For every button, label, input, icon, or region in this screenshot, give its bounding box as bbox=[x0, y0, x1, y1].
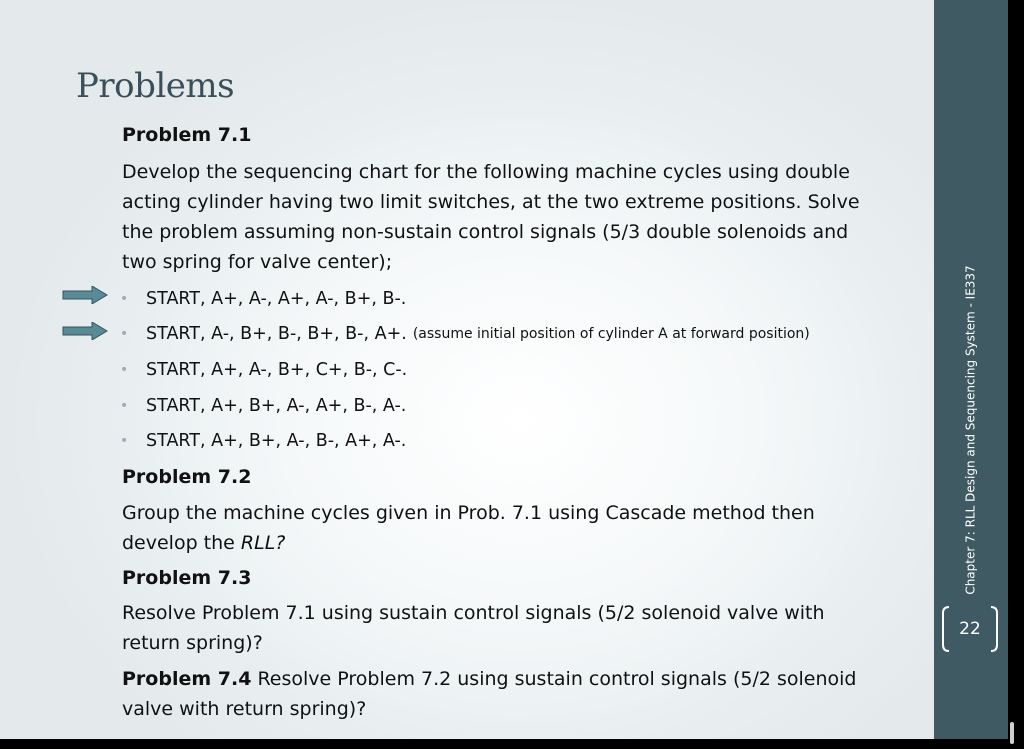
problem-7-2-body bbox=[122, 498, 882, 558]
problem-7-3-body: Resolve Problem 7.1 using sustain control signals (5/2 solenoid valve with return spring)? bbox=[122, 602, 825, 654]
bullet-dot-icon: • bbox=[120, 326, 129, 342]
cycle-text: START, A+, A-, B+, C+, B-, C-. bbox=[146, 360, 408, 380]
problem-7-4-body: Resolve Problem 7.2 using sustain control signals (5/2 solenoid valve with return spring)? bbox=[122, 668, 857, 720]
problem-7-2-italic: RLL? bbox=[240, 532, 286, 554]
problem-7-2-heading: Problem 7.2 bbox=[122, 466, 252, 488]
cycle-text: START, A+, B+, A-, B-, A+, A-. bbox=[146, 431, 407, 451]
problem-7-1-heading: Problem 7.1 bbox=[122, 124, 252, 146]
chapter-label: Chapter 7: RLL Design and Sequencing System - IE337 bbox=[963, 265, 978, 595]
problem-7-2-text: Group the machine cycles given in Prob. 7.1 using Cascade method then develop the bbox=[122, 502, 815, 554]
bullet-dot-icon: • bbox=[120, 362, 129, 378]
cycle-note: (assume initial position of cylinder A at forward position) bbox=[412, 326, 810, 342]
list-item bbox=[120, 355, 407, 385]
list-item bbox=[120, 426, 406, 456]
bullet-dot-icon: • bbox=[120, 433, 129, 449]
arrow-right-icon bbox=[62, 286, 108, 304]
bullet-dot-icon: • bbox=[120, 291, 129, 307]
list-item bbox=[120, 284, 406, 314]
problem-7-4-heading: Problem 7.4 bbox=[122, 668, 252, 690]
scroll-indicator bbox=[1010, 722, 1014, 744]
bullet-dot-icon: • bbox=[120, 398, 129, 414]
cycle-text: START, A+, B+, A-, A+, B-, A-. bbox=[146, 396, 407, 416]
problem-7-3-heading: Problem 7.3 bbox=[122, 567, 252, 589]
arrow-right-icon bbox=[62, 322, 108, 340]
slide-title: Problems bbox=[76, 66, 235, 106]
problem-7-1-body: Develop the sequencing chart for the following machine cycles using double acting cylinder having two limit switches, at the two extreme positions. Solve the problem assuming non-sustain control signals (5/3 double solenoids and two spring for valve center); bbox=[122, 161, 860, 273]
page-number-box bbox=[940, 604, 1000, 654]
problem-7-4 bbox=[122, 664, 902, 724]
page-number: 22 bbox=[959, 619, 981, 639]
list-item bbox=[120, 391, 406, 421]
list-item bbox=[120, 319, 810, 349]
cycle-text: START, A+, A-, A+, A-, B+, B-. bbox=[146, 289, 407, 309]
cycle-text: START, A-, B+, B-, B+, B-, A+. bbox=[146, 324, 407, 344]
